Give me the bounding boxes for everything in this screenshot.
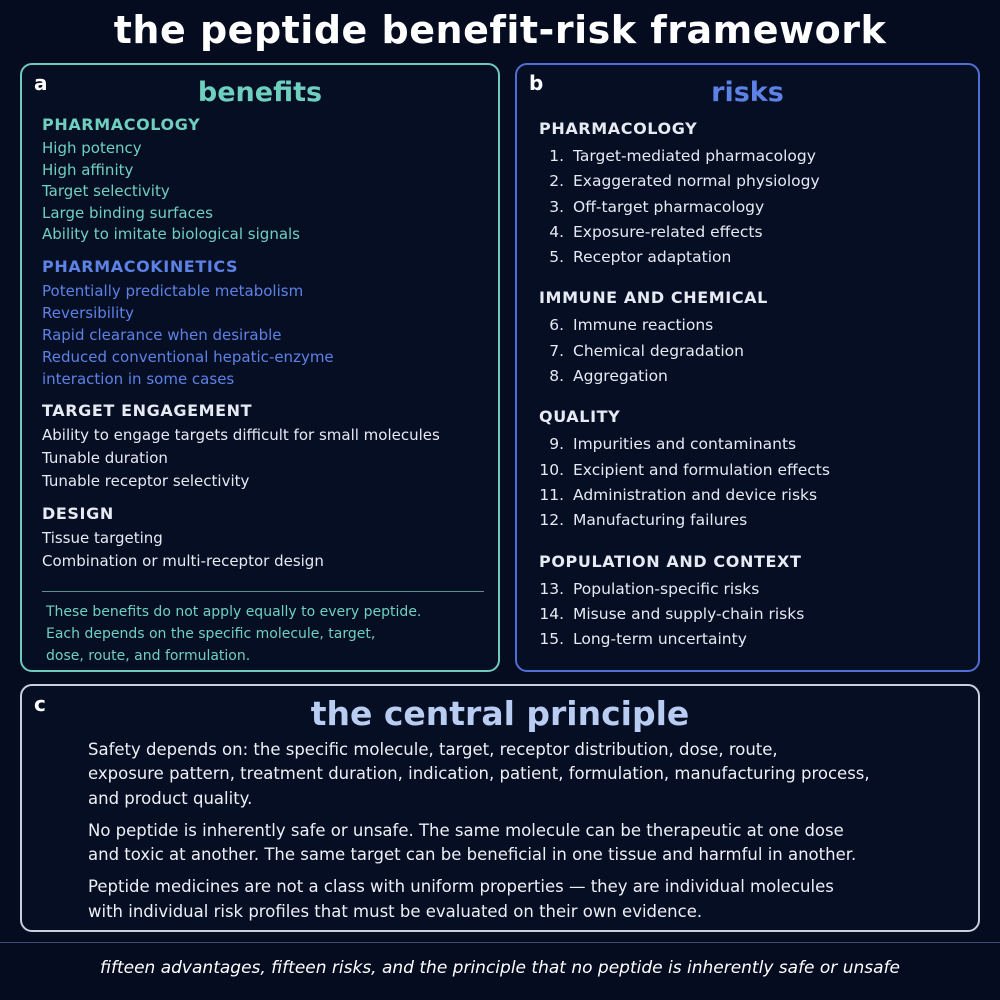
risk-text: Receptor adaptation: [573, 248, 732, 267]
risk-number: 4.: [549, 222, 564, 241]
risk-text: Chemical degradation: [573, 341, 744, 360]
risk-text: Misuse and supply-chain risks: [573, 604, 805, 623]
risk-section: [539, 119, 969, 270]
risk-section: [539, 552, 969, 653]
benefit-item: Ability to imitate biological signals: [42, 225, 300, 243]
principle-line: Safety depends on: the specific molecule, target, receptor distribution, dose, route,: [88, 740, 778, 759]
benefit-item: Tunable receptor selectivity: [42, 471, 250, 490]
benefit-section: [42, 504, 492, 573]
principle-text: [88, 738, 948, 932]
principle-line: No peptide is inherently safe or unsafe. The same molecule can be therapeutic at one dose: [88, 820, 844, 840]
benefit-section-heading: DESIGN: [42, 503, 114, 523]
risk-item: [539, 458, 969, 483]
risk-item: [539, 339, 969, 364]
principle-line: and product quality.: [88, 788, 253, 808]
benefit-item: High affinity: [42, 160, 134, 179]
risks-list: [539, 119, 969, 670]
benefit-item: Target selectivity: [42, 182, 170, 200]
benefits-divider: [42, 591, 484, 592]
footer-divider: [0, 942, 1000, 943]
risk-text: Manufacturing failures: [573, 511, 748, 530]
page-title: the peptide benefit-risk framework: [113, 8, 887, 52]
risk-item: [539, 169, 969, 194]
risks-panel: [515, 63, 980, 672]
benefit-item: Tunable duration: [42, 448, 168, 467]
benefits-panel: [20, 63, 500, 672]
benefit-section: [42, 401, 492, 493]
risk-text: Impurities and contaminants: [573, 435, 797, 454]
risk-item: [539, 144, 969, 169]
panel-letter-a: a: [34, 71, 48, 95]
risk-item: [539, 195, 969, 220]
risk-section-heading: POPULATION AND CONTEXT: [539, 551, 802, 571]
risk-item: [539, 432, 969, 457]
risk-text: Population-specific risks: [573, 579, 760, 598]
benefit-section: [42, 115, 492, 246]
risk-number: 15.: [539, 630, 564, 649]
benefit-item: interaction in some cases: [42, 369, 235, 388]
risk-text: Excipient and formulation effects: [573, 460, 830, 479]
risk-number: 5.: [549, 248, 564, 267]
risk-section: [539, 288, 969, 389]
benefit-section-heading: PHARMACOLOGY: [42, 115, 201, 134]
risk-item: [539, 364, 969, 389]
principle-title: the central principle: [310, 694, 690, 733]
principle-line: exposure pattern, treatment duration, indication, patient, formulation, manufacturing process,: [88, 764, 870, 784]
benefits-note-line: Each depends on the specific molecule, target,: [46, 626, 376, 642]
benefit-item: High potency: [42, 139, 142, 157]
risk-section-heading: PHARMACOLOGY: [539, 119, 698, 138]
risk-section-heading: QUALITY: [539, 407, 621, 427]
risks-title: risks: [711, 77, 784, 108]
risk-item: [539, 313, 969, 338]
risk-item: [539, 602, 969, 627]
benefit-item: Rapid clearance when desirable: [42, 325, 282, 344]
risk-text: Long-term uncertainty: [573, 630, 747, 649]
principle-panel: [20, 684, 980, 932]
risk-number: 13.: [539, 579, 564, 598]
risk-number: 9.: [549, 435, 564, 454]
benefit-item: Reversibility: [42, 303, 135, 322]
risk-item: [539, 245, 969, 270]
risk-number: 2.: [549, 172, 564, 191]
benefits-note-line: dose, route, and formulation.: [46, 648, 251, 664]
risk-text: Immune reactions: [573, 316, 714, 335]
risk-item: [539, 627, 969, 652]
risk-number: 10.: [539, 460, 564, 479]
risk-item: [539, 220, 969, 245]
benefit-item: Reduced conventional hepatic-enzyme: [42, 347, 334, 366]
principle-line: and toxic at another. The same target can be beneficial in one tissue and harmful in another.: [88, 845, 857, 865]
risk-text: Exposure-related effects: [573, 222, 763, 241]
benefit-item: Tissue targeting: [42, 528, 163, 547]
risk-item: [539, 577, 969, 602]
panel-letter-b: b: [529, 71, 544, 95]
panel-letter-c: c: [34, 692, 46, 716]
risk-item: [539, 483, 969, 508]
benefit-item: Combination or multi-receptor design: [42, 551, 324, 570]
risk-section: [539, 407, 969, 533]
benefit-item: Potentially predictable metabolism: [42, 281, 304, 300]
principle-line: Peptide medicines are not a class with uniform properties — they are individual molecules: [88, 877, 834, 897]
risk-item: [539, 508, 969, 533]
benefit-item: Large binding surfaces: [42, 203, 213, 222]
risk-number: 11.: [539, 485, 564, 504]
risk-number: 1.: [549, 147, 564, 165]
principle-paragraph: [88, 738, 948, 811]
risk-number: 7.: [549, 341, 564, 360]
risk-text: Administration and device risks: [573, 485, 818, 504]
risk-text: Aggregation: [573, 367, 668, 386]
risk-text: Off-target pharmacology: [573, 197, 765, 216]
benefit-section-heading: PHARMACOKINETICS: [42, 256, 239, 276]
risk-section-heading: IMMUNE AND CHEMICAL: [539, 288, 768, 308]
risk-number: 12.: [539, 511, 564, 530]
principle-line: with individual risk profiles that must be evaluated on their own evidence.: [88, 901, 703, 921]
benefit-section: [42, 257, 492, 390]
benefits-list: [42, 115, 492, 584]
risk-number: 6.: [549, 316, 564, 335]
risk-text: Target-mediated pharmacology: [573, 147, 816, 165]
principle-paragraph: [88, 875, 948, 924]
benefits-note-line: These benefits do not apply equally to every peptide.: [46, 604, 422, 620]
benefit-section-heading: TARGET ENGAGEMENT: [42, 400, 253, 420]
risk-text: Exaggerated normal physiology: [573, 172, 820, 191]
benefits-note: [46, 601, 486, 667]
benefits-title: benefits: [197, 77, 323, 108]
risk-number: 8.: [549, 367, 564, 386]
risk-number: 14.: [539, 604, 564, 623]
principle-paragraph: [88, 819, 948, 868]
footer-caption: fifteen advantages, fifteen risks, and the principle that no peptide is inherently safe or unsafe: [100, 958, 900, 978]
benefit-item: Ability to engage targets difficult for small molecules: [42, 425, 440, 444]
risk-number: 3.: [549, 197, 564, 216]
